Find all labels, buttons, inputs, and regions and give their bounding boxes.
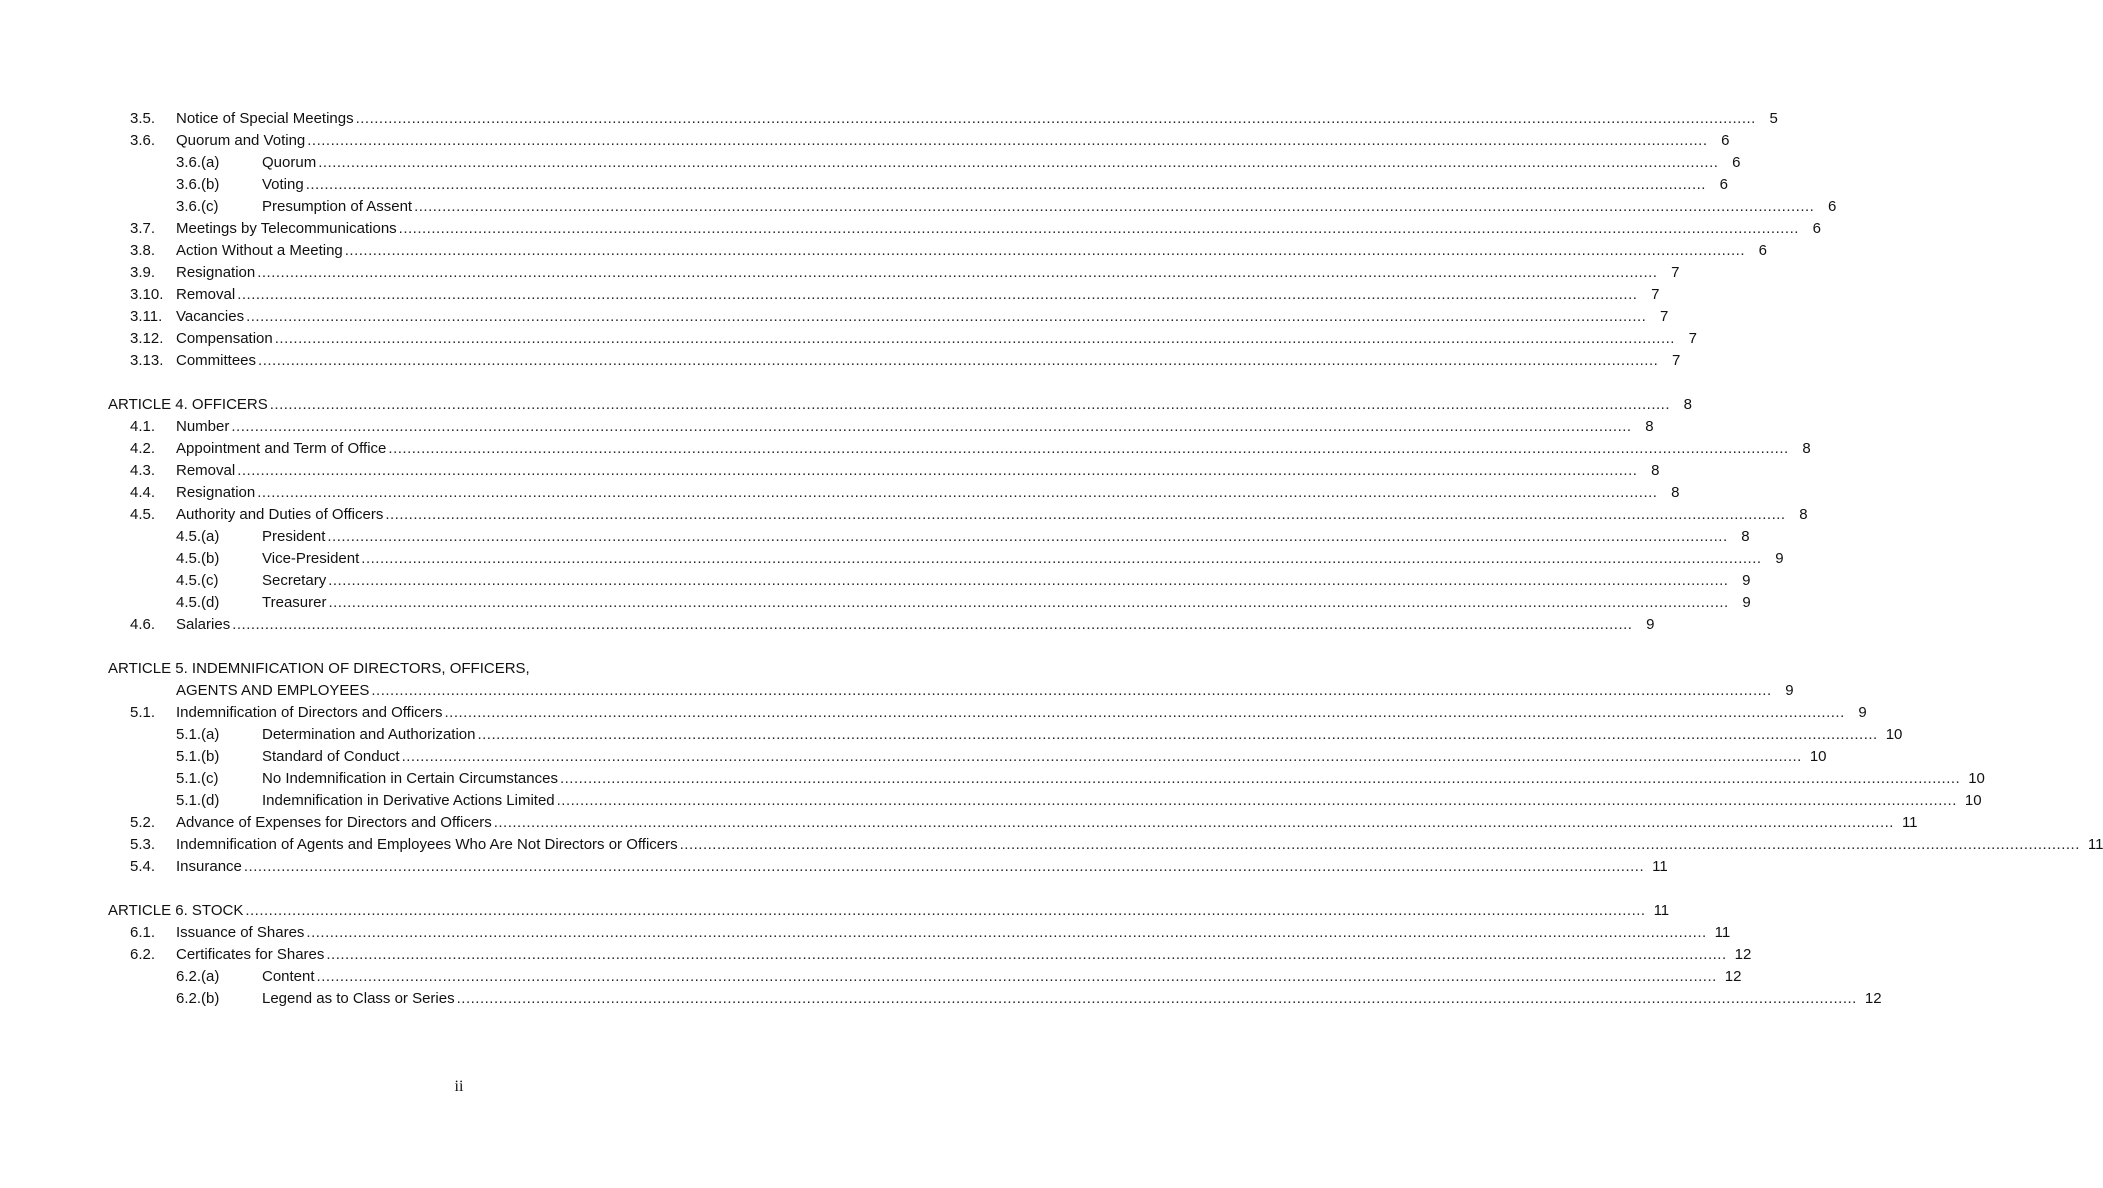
toc-entry-number: 3.13. (130, 352, 164, 369)
toc-entry-title: ARTICLE 5. INDEMNIFICATION OF DIRECTORS, OFFICERS, (108, 660, 530, 677)
toc-entry-page: 6 (1721, 132, 1730, 149)
toc-entry-number: 5.1.(d) (176, 792, 220, 809)
toc-entry-page: 9 (1785, 682, 1794, 699)
dot-leader: ............................................................................................................................................................................................................................................................................................................ (257, 484, 1658, 501)
toc-entry[interactable] (0, 306, 1669, 328)
toc-entry-number: 6.2.(a) (176, 968, 220, 985)
toc-entry-page: 8 (1741, 528, 1750, 545)
dot-leader: ............................................................................................................................................................................................................................................................................................................ (371, 682, 1772, 699)
dot-leader: ............................................................................................................................................................................................................................................................................................................ (306, 924, 1707, 941)
dot-leader: ............................................................................................................................................................................................................................................................................................................ (305, 176, 1706, 193)
toc-entry-number: 3.6.(a) (176, 154, 220, 171)
toc-entry-title: Removal (176, 462, 236, 479)
toc-entry[interactable] (0, 570, 1751, 592)
toc-entry[interactable] (0, 174, 1728, 196)
toc-entry-page: 11 (1714, 924, 1731, 941)
toc-entry-title: Treasurer (262, 594, 327, 611)
dot-leader: ............................................................................................................................................................................................................................................................................................................ (316, 968, 1717, 985)
toc-entry[interactable] (0, 218, 1821, 240)
toc-entry-number: 5.2. (130, 814, 156, 831)
toc-entry-page: 9 (1742, 594, 1751, 611)
toc-entry-page: 12 (1724, 968, 1742, 985)
dot-leader: ............................................................................................................................................................................................................................................................................................................ (398, 220, 1799, 237)
dot-leader: ............................................................................................................................................................................................................................................................................................................ (328, 594, 1729, 611)
toc-entry-number: 5.1. (130, 704, 156, 721)
toc-entry-page: 11 (1652, 858, 1668, 875)
toc-entry-number: 3.9. (130, 264, 156, 281)
section-gap (0, 372, 918, 394)
toc-entry-number: 4.5.(d) (176, 594, 220, 611)
toc-entry-number: 4.5.(a) (176, 528, 220, 545)
toc-entry-title: Vacancies (176, 308, 245, 325)
toc-entry-number: 6.2. (130, 946, 156, 963)
dot-leader: ............................................................................................................................................................................................................................................................................................................ (556, 792, 1957, 809)
toc-entry-number: 4.2. (130, 440, 156, 457)
toc-entry-title: Quorum (262, 154, 317, 171)
dot-leader: ............................................................................................................................................................................................................................................................................................................ (385, 506, 1786, 523)
toc-entry-title: Legend as to Class or Series (262, 990, 455, 1007)
toc-entry[interactable] (0, 438, 1811, 460)
dot-leader: ............................................................................................................................................................................................................................................................................................................ (237, 286, 1638, 303)
toc-entry-number: 4.5. (130, 506, 156, 523)
toc-entry[interactable] (0, 350, 1681, 372)
toc-entry[interactable] (0, 900, 1670, 922)
dot-leader: ............................................................................................................................................................................................................................................................................................................ (328, 572, 1729, 589)
toc-entry-title: Standard of Conduct (262, 748, 400, 765)
toc-entry-page: 6 (1828, 198, 1837, 215)
toc-entry-page: 7 (1651, 286, 1660, 303)
toc-entry-title: Presumption of Assent (262, 198, 413, 215)
toc-entry-number: 5.1.(a) (176, 726, 220, 743)
toc-entry[interactable] (0, 196, 1837, 218)
toc-entry-number: 4.3. (130, 462, 156, 479)
toc-entry-title: ARTICLE 4. OFFICERS (108, 396, 268, 413)
dot-leader: ............................................................................................................................................................................................................................................................................................................ (232, 616, 1633, 633)
toc-entry-page: 7 (1688, 330, 1697, 347)
toc-entry-title: Certificates for Shares (176, 946, 325, 963)
toc-entry-number: 3.10. (130, 286, 164, 303)
toc-entry[interactable] (0, 812, 1918, 834)
dot-leader: ............................................................................................................................................................................................................................................................................................................ (327, 528, 1728, 545)
toc-entry-number: 4.5.(c) (176, 572, 219, 589)
toc-entry-title: Quorum and Voting (176, 132, 306, 149)
toc-entry-title: Indemnification of Directors and Officers (176, 704, 443, 721)
toc-entry-number: 4.4. (130, 484, 156, 501)
toc-entry-title: No Indemnification in Certain Circumstances (262, 770, 558, 787)
toc-entry[interactable] (0, 592, 1751, 614)
toc-entry-page: 6 (1758, 242, 1768, 259)
toc-entry[interactable] (0, 284, 1660, 306)
toc-entry-title: Resignation (176, 264, 256, 281)
toc-entry-number: 3.8. (130, 242, 156, 259)
toc-entry[interactable] (0, 988, 1882, 1010)
dot-leader: ............................................................................................................................................................................................................................................................................................................ (456, 990, 1857, 1007)
toc-entry-title: Salaries (176, 616, 231, 633)
toc-entry-number: 3.12. (130, 330, 164, 347)
toc-entry-page: 5 (1769, 110, 1778, 127)
toc-entry-title: Secretary (262, 572, 327, 589)
toc-entry-title: AGENTS AND EMPLOYEES (176, 682, 370, 699)
dot-leader: ............................................................................................................................................................................................................................................................................................................ (237, 462, 1638, 479)
toc-entry-number: 3.11. (130, 308, 163, 325)
toc-entry[interactable] (0, 768, 1985, 790)
toc-entry-page: 10 (1885, 726, 1903, 743)
toc-entry[interactable] (0, 108, 1778, 130)
section-gap (0, 636, 918, 658)
toc-entry[interactable] (0, 328, 1697, 350)
toc-entry-title: Authority and Duties of Officers (176, 506, 384, 523)
toc-entry-number: 3.6. (130, 132, 156, 149)
dot-leader: ............................................................................................................................................................................................................................................................................................................ (414, 198, 1815, 215)
toc-entry-title: Indemnification of Agents and Employees Who Are Not Directors or Officers (176, 836, 678, 853)
toc-entry-title: Resignation (176, 484, 256, 501)
toc-entry[interactable] (0, 944, 1752, 966)
toc-entry[interactable] (0, 240, 1768, 262)
dot-leader: ............................................................................................................................................................................................................................................................................................................ (326, 946, 1727, 963)
toc-entry[interactable] (0, 130, 1730, 152)
dot-leader: ............................................................................................................................................................................................................................................................................................................ (274, 330, 1675, 347)
toc-entry-title: Insurance (176, 858, 242, 875)
toc-entry-page: 7 (1671, 352, 1681, 369)
toc-entry-title: Appointment and Term of Office (176, 440, 387, 457)
toc-entry-number: 3.6.(c) (176, 198, 219, 215)
toc-entry-number: 5.1.(c) (176, 770, 219, 787)
dot-leader: ............................................................................................................................................................................................................................................................................................................ (231, 418, 1632, 435)
toc-entry-number: 3.5. (130, 110, 156, 127)
dot-leader: ............................................................................................................................................................................................................................................................................................................ (477, 726, 1878, 743)
toc-entry[interactable] (0, 680, 1794, 702)
toc-entry[interactable] (0, 856, 1668, 878)
toc-entry-number: 6.1. (130, 924, 156, 941)
dot-leader: ............................................................................................................................................................................................................................................................................................................ (318, 154, 1719, 171)
toc-entry[interactable] (0, 658, 918, 680)
toc-entry[interactable] (0, 966, 1742, 988)
toc-entry-page: 10 (1964, 792, 1982, 809)
toc-entry-number: 5.3. (130, 836, 156, 853)
toc-entry-title: Voting (262, 176, 304, 193)
dot-leader: ............................................................................................................................................................................................................................................................................................................ (258, 352, 1659, 369)
toc-entry[interactable] (0, 416, 1654, 438)
toc-entry[interactable] (0, 790, 1982, 812)
toc-entry[interactable] (0, 460, 1660, 482)
toc-entry-page: 8 (1651, 462, 1660, 479)
toc-entry-title: Notice of Special Meetings (176, 110, 354, 127)
dot-leader: ............................................................................................................................................................................................................................................................................................................ (245, 902, 1646, 919)
toc-entry[interactable] (0, 614, 1655, 636)
toc-entry-page: 12 (1734, 946, 1752, 963)
dot-leader: ............................................................................................................................................................................................................................................................................................................ (269, 396, 1671, 413)
dot-leader: ............................................................................................................................................................................................................................................................................................................ (243, 858, 1645, 875)
dot-leader: ............................................................................................................................................................................................................................................................................................................ (493, 814, 1894, 831)
toc-entry-page: 6 (1732, 154, 1741, 171)
toc-entry-title: Action Without a Meeting (176, 242, 343, 259)
toc-entry-page: 12 (1864, 990, 1882, 1007)
toc-entry-page: 11 (2087, 836, 2103, 853)
toc-entry-page: 8 (1671, 484, 1680, 501)
toc-entry-page: 9 (1775, 550, 1784, 567)
toc-entry-title: Issuance of Shares (176, 924, 305, 941)
toc-entry-number: 4.1. (130, 418, 156, 435)
toc-entry-title: Removal (176, 286, 236, 303)
dot-leader: ............................................................................................................................................................................................................................................................................................................ (679, 836, 2080, 853)
section-gap (0, 878, 918, 900)
toc-entry-title: Number (176, 418, 230, 435)
toc-entry-title: Determination and Authorization (262, 726, 476, 743)
toc-entry-number: 4.5.(b) (176, 550, 220, 567)
dot-leader: ............................................................................................................................................................................................................................................................................................................ (444, 704, 1845, 721)
toc-entry-page: 9 (1742, 572, 1751, 589)
toc-entry[interactable] (0, 724, 1903, 746)
dot-leader: ............................................................................................................................................................................................................................................................................................................ (355, 110, 1756, 127)
toc-entry[interactable] (0, 922, 1731, 944)
toc-entry-number: 5.1.(b) (176, 748, 220, 765)
dot-leader: ............................................................................................................................................................................................................................................................................................................ (388, 440, 1789, 457)
toc-entry-page: 7 (1671, 264, 1680, 281)
toc-entry-page: 9 (1858, 704, 1867, 721)
toc-entry-title: Meetings by Telecommunications (176, 220, 397, 237)
dot-leader: ............................................................................................................................................................................................................................................................................................................ (344, 242, 1746, 259)
toc-entry-number: 6.2.(b) (176, 990, 220, 1007)
toc-entry[interactable] (0, 548, 1784, 570)
toc-entry[interactable] (0, 834, 2103, 856)
toc-entry[interactable] (0, 482, 1680, 504)
toc-entry[interactable] (0, 152, 1741, 174)
toc-entry-title: President (262, 528, 326, 545)
toc-entry[interactable] (0, 526, 1750, 548)
toc-entry-title: Vice-President (262, 550, 360, 567)
toc-entry-number: 5.4. (130, 858, 156, 875)
table-of-contents (0, 108, 2103, 1010)
toc-entry[interactable] (0, 746, 1827, 768)
toc-entry-page: 8 (1683, 396, 1693, 413)
toc-entry-title: Indemnification in Derivative Actions Limited (262, 792, 555, 809)
toc-entry[interactable] (0, 262, 1680, 284)
toc-entry-page: 11 (1653, 902, 1670, 919)
toc-entry-page: 8 (1802, 440, 1811, 457)
toc-entry-page: 11 (1901, 814, 1918, 831)
dot-leader: ............................................................................................................................................................................................................................................................................................................ (401, 748, 1802, 765)
toc-entry-page: 8 (1799, 506, 1808, 523)
dot-leader: ............................................................................................................................................................................................................................................................................................................ (307, 132, 1708, 149)
toc-entry-page: 6 (1812, 220, 1821, 237)
toc-entry-title: Compensation (176, 330, 273, 347)
toc-entry-page: 10 (1968, 770, 1985, 787)
toc-entry-page: 6 (1719, 176, 1728, 193)
page-number: ii (454, 1078, 464, 1095)
dot-leader: ............................................................................................................................................................................................................................................................................................................ (559, 770, 1961, 787)
dot-leader: ............................................................................................................................................................................................................................................................................................................ (361, 550, 1762, 567)
dot-leader: ............................................................................................................................................................................................................................................................................................................ (257, 264, 1658, 281)
dot-leader: ............................................................................................................................................................................................................................................................................................................ (246, 308, 1647, 325)
toc-entry-title: ARTICLE 6. STOCK (108, 902, 244, 919)
toc-entry-page: 9 (1646, 616, 1655, 633)
toc-entry[interactable] (0, 394, 1693, 416)
toc-entry-page: 10 (1809, 748, 1827, 765)
toc-entry-number: 3.6.(b) (176, 176, 220, 193)
toc-entry[interactable] (0, 702, 1867, 724)
toc-entry-page: 7 (1660, 308, 1669, 325)
toc-entry-title: Committees (176, 352, 257, 369)
toc-entry-title: Content (262, 968, 315, 985)
toc-entry-page: 8 (1645, 418, 1654, 435)
toc-entry-number: 3.7. (130, 220, 156, 237)
toc-entry[interactable] (0, 504, 1808, 526)
toc-entry-number: 4.6. (130, 616, 156, 633)
toc-entry-title: Advance of Expenses for Directors and Officers (176, 814, 492, 831)
